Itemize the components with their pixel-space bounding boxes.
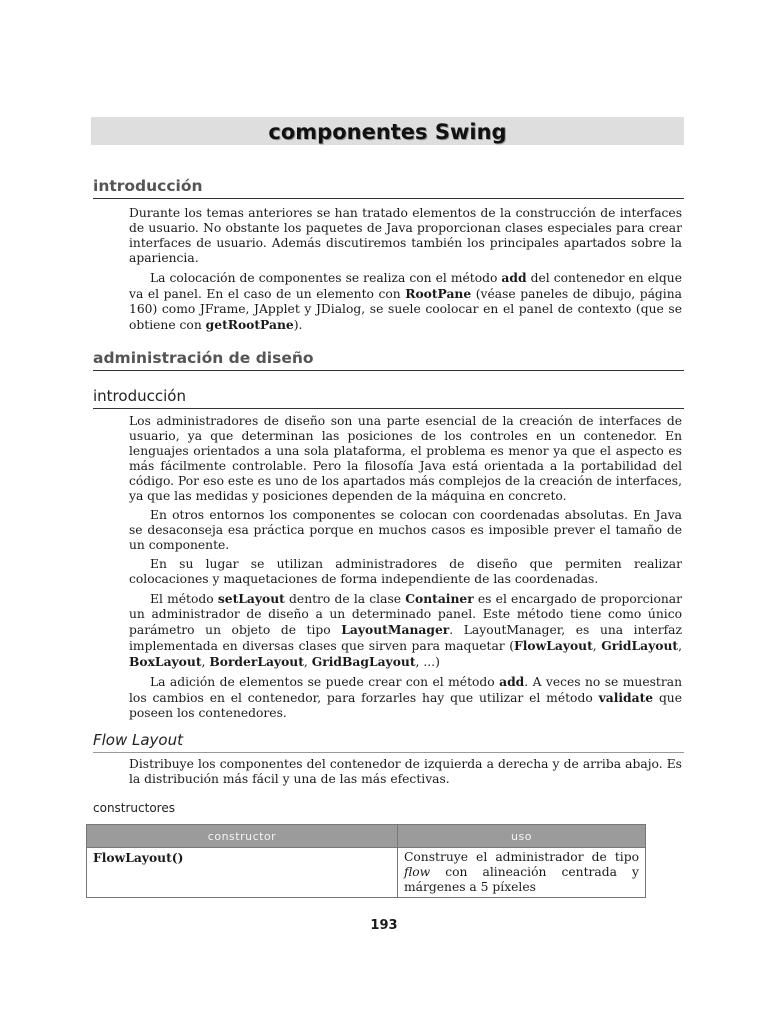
table-header-row xyxy=(87,825,646,848)
paragraph: En otros entornos los componentes se colocan con coordenadas absolutas. En Java se desaconseja esa práctica porque en muchos casos es imposible prever el tamaño de un componente. xyxy=(129,508,682,552)
constructors-heading: constructores xyxy=(93,801,175,815)
page-number: 193 xyxy=(370,918,398,933)
paragraph: La adición de elementos se puede crear con el método add. A veces no se muestran los cambios en el contenedor, para forzarles hay que utilizar el método validate que poseen los contenedores. xyxy=(129,674,683,720)
table-cell-uso: Construye el administrador de tipo flow con alineación centrada y márgenes a 5 píxeles xyxy=(398,848,646,898)
chapter-title: componentes Swing xyxy=(268,120,507,144)
paragraph: Durante los temas anteriores se han tratado elementos de la construcción de interfaces de usuario. No obstante los paquetes de Java proporcionan clases especiales para crear interfaces de usuario. Además discutiremos también los principales apartados sobre la apariencia. xyxy=(129,206,682,265)
paragraph: El método setLayout dentro de la clase Container es el encargado de proporcionar un administrador de diseño a un determinado panel. Este método tiene como único parámetro un objeto de tipo LayoutManager. LayoutManager, es una interfaz implementada en diversas clases que sirven para maquetar (FlowLayout, GridLayout, BoxLayout, BorderLayout, GridBagLayout, ...) xyxy=(129,591,683,669)
chapter-title-bar xyxy=(91,117,684,145)
paragraph: En su lugar se utilizan administradores de diseño que permiten realizar colocaciones y maquetaciones de forma independiente de las coordenadas. xyxy=(129,557,682,586)
table-header-constructor: constructor xyxy=(87,825,398,848)
subsection-heading-flow-layout: Flow Layout xyxy=(93,730,684,753)
section-heading-administracion: administración de diseño xyxy=(93,348,684,371)
subsection-heading-introduccion: introducción xyxy=(93,386,684,409)
section-heading-introduccion: introducción xyxy=(93,176,684,199)
paragraph: Los administradores de diseño son una parte esencial de la creación de interfaces de usuario, ya que determinan las posiciones de los controles en un contenedor. En lenguajes orientados a una sola plataforma, el problema es menor ya que el aspecto es más fácilmente controlable. Pero la filosofía Java está orientada a la portabilidad del código. Por eso este es uno de los apartados más complejos de la creación de interfaces, ya que las medidas y posiciones dependen de la máquina en concreto. xyxy=(129,414,682,503)
section2-body xyxy=(129,414,682,725)
constructors-table xyxy=(86,824,646,898)
table-header-uso: uso xyxy=(398,825,646,848)
paragraph: Distribuye los componentes del contenedor de izquierda a derecha y de arriba abajo. Es la distribución más fácil y una de las más efectivas. xyxy=(129,757,682,786)
section3-body xyxy=(129,757,682,791)
section1-body xyxy=(129,206,682,337)
table-row xyxy=(87,848,646,898)
paragraph: La colocación de componentes se realiza con el método add del contenedor en elque va el panel. En el caso de un elemento con RootPane (véase paneles de dibujo, página 160) como JFrame, JApplet y JDialog, se suele coolocar en el panel de contexto (que se obtiene con getRootPane). xyxy=(129,270,682,332)
table-cell-constructor: FlowLayout() xyxy=(87,848,398,898)
